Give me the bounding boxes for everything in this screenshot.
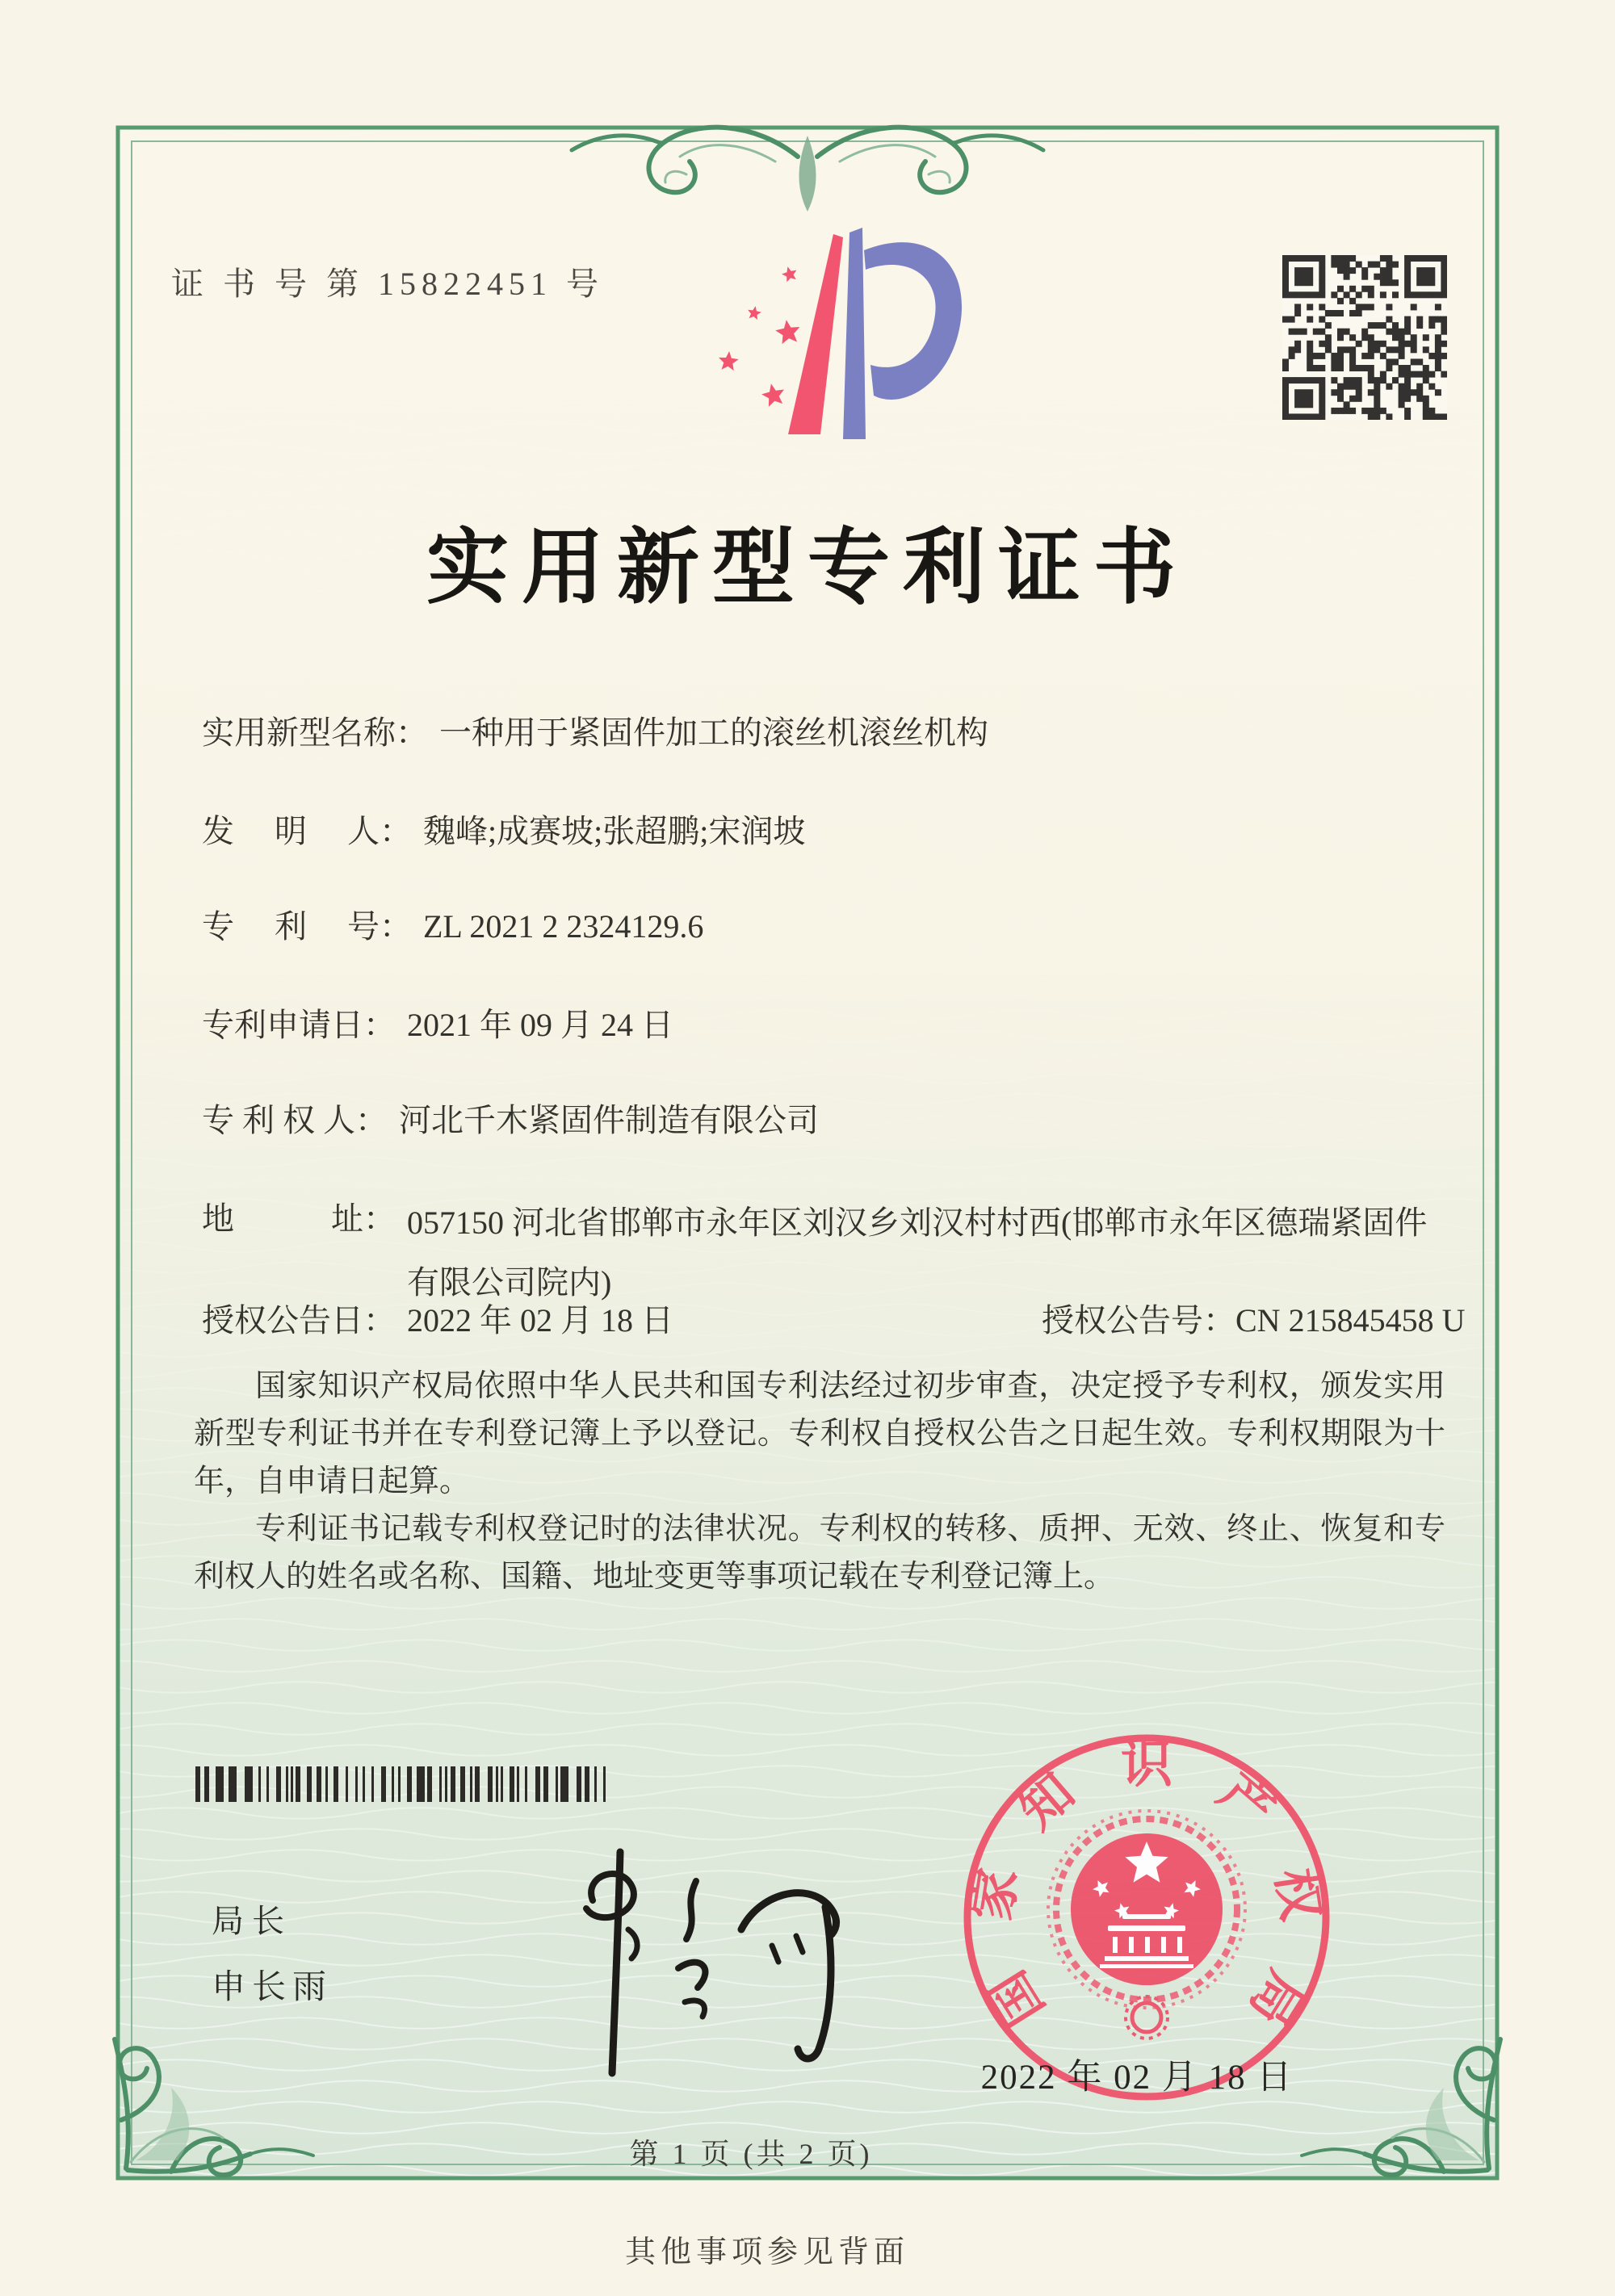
field-label: 实用新型名称： xyxy=(202,714,428,751)
top-flourish-ornament xyxy=(572,128,1043,212)
field-value: ZL 2021 2 2324129.6 xyxy=(423,908,704,945)
logo-blue-p xyxy=(843,228,962,439)
logo-red-wedge xyxy=(788,234,843,434)
field-row-utility-model-name xyxy=(202,707,988,753)
commissioner-name: 申长雨 xyxy=(212,1967,333,2005)
field-value: 魏峰;成赛坡;张超鹏;宋润坡 xyxy=(423,813,806,849)
svg-text:知: 知 xyxy=(1009,1762,1085,1841)
national-emblem xyxy=(1048,1811,1245,2038)
field-value: 河北千木紧固件制造有限公司 xyxy=(399,1102,819,1138)
qr-code xyxy=(1282,255,1447,420)
field-value: 057150 河北省邯郸市永年区刘汉乡刘汉村村西(邯郸市永年区德瑞紧固件有限公司院内) xyxy=(407,1205,1428,1301)
certificate-number: 证 书 号 第 15822451 号 xyxy=(171,266,604,302)
grant-number-group xyxy=(1042,1295,1465,1341)
field-row-patentee xyxy=(202,1095,819,1141)
svg-text:识: 识 xyxy=(1121,1736,1172,1793)
field-label: 专 利 权 人： xyxy=(202,1102,388,1138)
certificate-title: 实用新型专利证书 xyxy=(426,523,1189,614)
svg-text:产: 产 xyxy=(1208,1762,1285,1841)
field-row-patent-number xyxy=(202,901,703,947)
svg-text:权: 权 xyxy=(1265,1864,1331,1925)
grant-number-label: 授权公告号： xyxy=(1042,1302,1235,1339)
commissioner-title: 局长 xyxy=(212,1904,292,1939)
field-value: 2021 年 09 月 24 日 xyxy=(407,1007,673,1043)
field-value: 一种用于紧固件加工的滚丝机滚丝机构 xyxy=(439,714,988,751)
grant-number-value: CN 215845458 U xyxy=(1235,1302,1466,1339)
field-row-grant xyxy=(202,1295,1494,1341)
svg-text:局: 局 xyxy=(1238,1961,1315,2036)
seal-date: 2022 年 02 月 18 日 xyxy=(980,2059,1294,2097)
legal-paragraphs xyxy=(194,1363,1445,1601)
field-label: 专利申请日： xyxy=(202,1007,396,1043)
field-row-inventors xyxy=(202,806,805,852)
logo-stars xyxy=(719,266,799,406)
official-seal xyxy=(961,1728,1332,2115)
field-label: 发 明 人： xyxy=(202,813,412,849)
emblem-gear xyxy=(1132,2003,1161,2032)
barcode xyxy=(194,1766,614,1804)
svg-text:国: 国 xyxy=(979,1961,1055,2036)
paragraph-register-statement: 专利证书记载专利权登记时的法律状况。专利权的转移、质押、无效、终止、恢复和专利权人的姓名或名称、国籍、地址变更等事项记载在专利登记簿上。 xyxy=(194,1512,1445,1594)
see-back-note: 其他事项参见背面 xyxy=(624,2235,909,2269)
field-row-filing-date xyxy=(202,999,673,1045)
field-label: 地 址： xyxy=(202,1200,396,1237)
signature xyxy=(517,1831,896,2089)
page-number: 第 1 页 (共 2 页) xyxy=(629,2138,873,2170)
grant-date-label: 授权公告日： xyxy=(202,1302,396,1339)
cnipa-logo xyxy=(691,223,966,465)
svg-text:家: 家 xyxy=(963,1864,1028,1925)
field-label: 专 利 号： xyxy=(202,908,412,945)
grant-date-value: 2022 年 02 月 18 日 xyxy=(407,1302,673,1339)
paragraph-grant-statement: 国家知识产权局依照中华人民共和国专利法经过初步审查，决定授予专利权，颁发实用新型专利证书并在专利登记簿上予以登记。专利权自授权公告之日起生效。专利权期限为十年，自申请日起算。 xyxy=(194,1369,1445,1498)
